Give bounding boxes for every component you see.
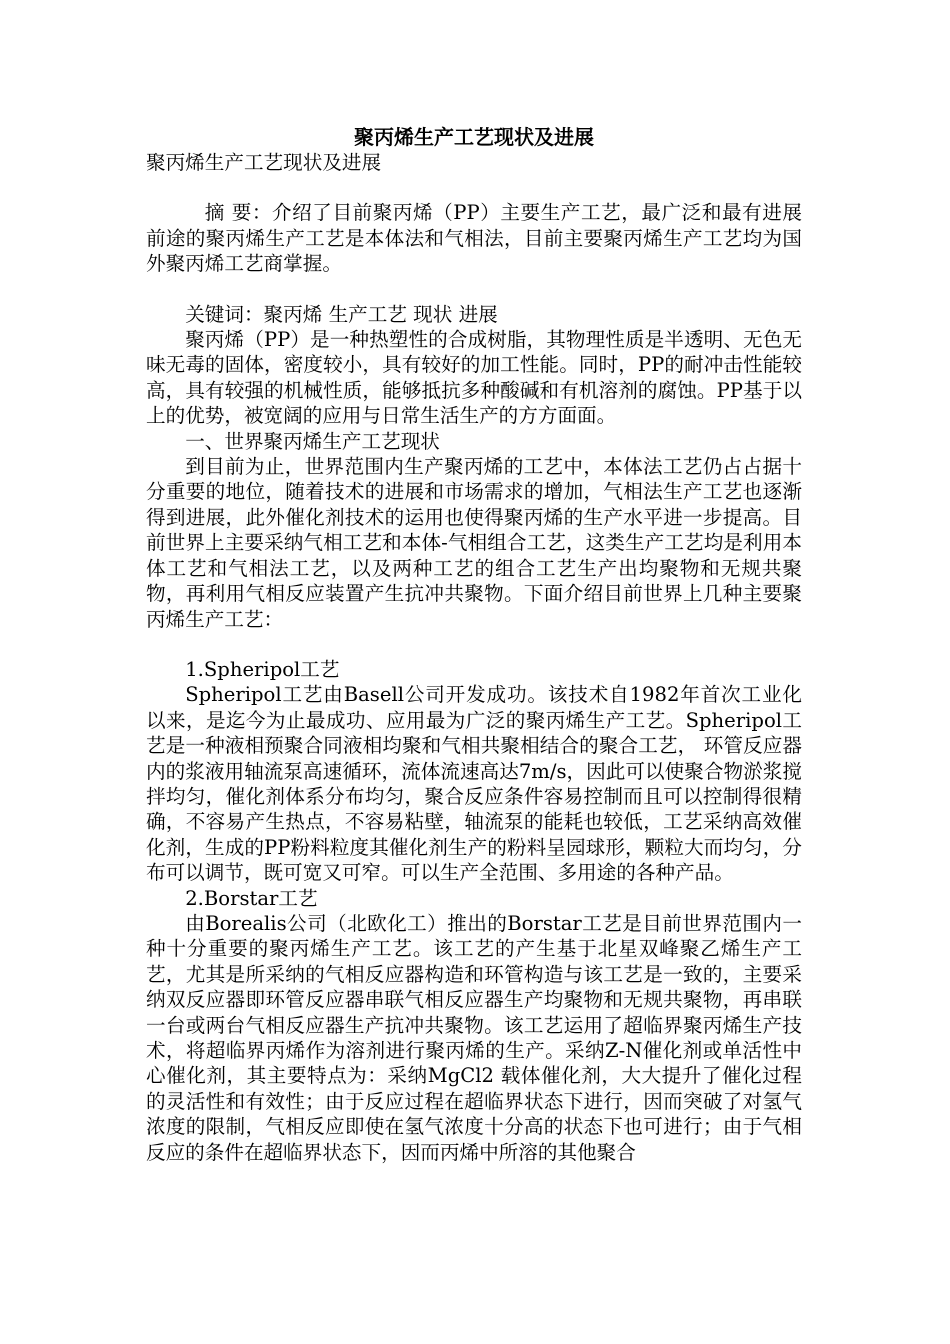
section1-heading: 一、世界聚丙烯生产工艺现状 bbox=[185, 429, 440, 453]
abstract-paragraph: 摘 要：介绍了目前聚丙烯（PP）主要生产工艺，最广泛和最有进展前途的聚丙烯生产工艺是本体法和气相法，目前主要聚丙烯生产工艺均为国外聚丙烯工艺商掌握。 bbox=[146, 201, 802, 276]
document-body bbox=[146, 124, 802, 1165]
document-subtitle: 聚丙烯生产工艺现状及进展 bbox=[146, 151, 382, 174]
spheripol-heading: 1.Spheripol工艺 bbox=[185, 657, 340, 681]
intro-paragraph: 聚丙烯（PP）是一种热塑性的合成树脂，其物理性质是半透明、无色无味无毒的固体，密度较小，具有较好的加工性能。同时，PP的耐冲击性能较高，具有较强的机械性质，能够抵抗多种酸碱和有机溶剂的腐蚀。PP基于以上的优势，被宽阔的应用与日常生活生产的方方面面。 bbox=[146, 328, 802, 428]
borstar-paragraph: 由Borealis公司（北欧化工）推出的Borstar工艺是目前世界范围内一种十分重要的聚丙烯生产工艺。该工艺的产生基于北星双峰聚乙烯生产工艺，尤其是所采纳的气相反应器构造和环管构造与该工艺是一致的，主要采纳双反应器即环管反应器串联气相反应器生产均聚物和无规共聚物，再串联一台或两台气相反应器生产抗冲共聚物。该工艺运用了超临界聚丙烯生产技术，将超临界丙烯作为溶剂进行聚丙烯的生产。采纳Z-N催化剂或单活性中心催化剂，其主要特点为：采纳MgCl2 载体催化剂，大大提升了催化过程的灵活性和有效性；由于反应过程在超临界状态下进行，因而突破了对氢气浓度的限制，气相反应即使在氢气浓度十分高的状态下也可进行；由于气相反应的条件在超临界状态下，因而丙烯中所溶的其他聚合 bbox=[146, 911, 802, 1164]
keywords-line: 关键词：聚丙烯 生产工艺 现状 进展 bbox=[185, 302, 498, 326]
section1-paragraph: 到目前为止，世界范围内生产聚丙烯的工艺中，本体法工艺仍占占据十分重要的地位，随着技术的进展和市场需求的增加，气相法生产工艺也逐渐得到进展，此外催化剂技术的运用也使得聚丙烯的生产水平进一步提高。目前世界上主要采纳气相工艺和本体-气相组合工艺，这类生产工艺均是利用本体工艺和气相法工艺，以及两种工艺的组合工艺生产出均聚物和无规共聚物，再利用气相反应装置产生抗冲共聚物。下面介绍目前世界上几种主要聚丙烯生产工艺： bbox=[146, 455, 802, 631]
borstar-heading: 2.Borstar工艺 bbox=[185, 886, 318, 910]
spheripol-paragraph: Spheripol工艺由Basell公司开发成功。该技术自1982年首次工业化以来，是迄今为止最成功、应用最为广泛的聚丙烯生产工艺。Spheripol工艺是一种液相预聚合同液相均聚和气相共聚相结合的聚合工艺， 环管反应器内的浆液用轴流泵高速循环，流体流速高达7m/s，因此可以使聚合物淤浆搅拌均匀，催化剂体系分布均匀，聚合反应条件容易控制而且可以控制得很精确，不容易产生热点，不容易粘壁，轴流泵的能耗也较低，工艺采纳高效催化剂，生成的PP粉料粒度其催化剂生产的粉料呈园球形，颗粒大而均匀，分布可以调节，既可宽又可窄。可以生产全范围、多用途的各种产品。 bbox=[146, 683, 802, 885]
document-title: 聚丙烯生产工艺现状及进展 bbox=[354, 125, 594, 149]
